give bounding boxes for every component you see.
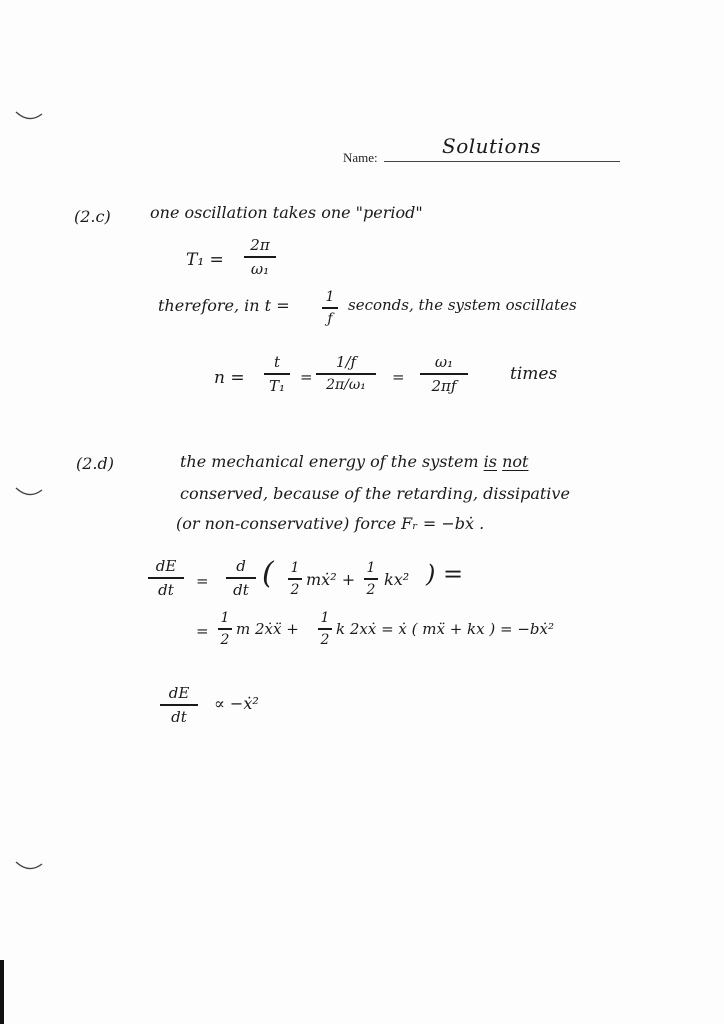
half4-den: 2 [320, 631, 330, 648]
half-fraction-1 [288, 560, 302, 598]
term-potential: kx² [384, 570, 410, 589]
fraction-bar [218, 628, 232, 630]
term-kinetic: mẋ² + [306, 570, 356, 589]
emphasis-not: not [502, 452, 529, 471]
n-fraction-3-den: 2πƒ [431, 376, 457, 395]
t-fraction [322, 289, 338, 327]
section-2c-line3: therefore, in t = [158, 296, 290, 315]
line5-term-2: k 2xẋ = ẋ ( mẍ + kx ) = −bẋ² [336, 620, 554, 638]
n-fraction-1-num: t [273, 353, 281, 371]
fraction-bar [420, 373, 468, 375]
punch-hole-mark-top [14, 108, 44, 124]
prop-rhs: ∝ −ẋ² [214, 694, 259, 713]
fraction-bar [316, 373, 376, 375]
period-fraction [244, 236, 276, 278]
d-num: d [236, 557, 246, 575]
half-fraction-4 [318, 610, 332, 648]
prop-dedt-fraction [160, 684, 198, 726]
prop-num: dE [168, 684, 190, 702]
fraction-bar [364, 578, 378, 580]
fraction-bar [322, 307, 338, 309]
d-dt-fraction [226, 557, 256, 599]
deriv-eq-1: = [196, 572, 209, 590]
half2-den: 2 [366, 581, 376, 598]
n-fraction-1 [264, 353, 290, 395]
fraction-bar [264, 373, 290, 375]
half3-den: 2 [220, 631, 230, 648]
section-2c-line1: one oscillation takes one "period" [150, 203, 423, 222]
scan-edge-shadow [0, 960, 4, 1024]
d-den: dt [233, 580, 249, 599]
fraction-bar [288, 578, 302, 580]
t-denominator: ƒ [327, 310, 333, 327]
n-fraction-1-den: T₁ [268, 376, 286, 395]
n-fraction-3-num: ω₁ [434, 353, 454, 371]
n-eq-2: = [392, 368, 405, 386]
n-fraction-2-den: 2π/ω₁ [326, 376, 366, 393]
half2-num: 1 [366, 560, 376, 576]
half-fraction-2 [364, 560, 378, 598]
times-word: times [510, 364, 558, 384]
paren-open: ( [262, 556, 274, 591]
n-fraction-2 [316, 353, 376, 393]
name-value: Solutions [442, 134, 542, 158]
n-lhs: n = [214, 368, 245, 388]
fraction-bar [226, 577, 256, 579]
fraction-bar [148, 577, 184, 579]
section-2c-line3-rest: seconds, the system oscillates [348, 296, 577, 314]
punch-hole-mark-middle [14, 484, 44, 500]
punch-hole-mark-bottom [14, 858, 44, 874]
half3-num: 1 [220, 610, 230, 626]
period-denominator: ω₁ [250, 259, 270, 278]
emphasis-is: is [483, 452, 497, 471]
dedt-den: dt [158, 580, 174, 599]
section-2d-line2: conserved, because of the retarding, dissipative [180, 484, 570, 503]
deriv-eq-2: = [196, 622, 209, 640]
name-label: Name: [343, 150, 378, 165]
paren-close: ) = [426, 560, 464, 588]
half4-num: 1 [320, 610, 330, 626]
line5-term-1: m 2ẋẍ + [236, 620, 299, 638]
half-fraction-3 [218, 610, 232, 648]
section-2d-label: (2.d) [76, 454, 114, 473]
period-numerator: 2π [250, 236, 270, 254]
n-fraction-3 [420, 353, 468, 395]
fraction-bar [244, 256, 276, 258]
fraction-bar [318, 628, 332, 630]
section-2d-line1-text: the mechanical energy of the system [180, 452, 479, 471]
half1-num: 1 [290, 560, 300, 576]
prop-den: dt [171, 707, 187, 726]
fraction-bar [160, 704, 198, 706]
section-2c-label: (2.c) [74, 207, 111, 226]
dedt-num: dE [155, 557, 177, 575]
n-eq-1: = [300, 368, 313, 386]
n-fraction-2-num: 1/ƒ [335, 353, 357, 371]
name-underline [384, 161, 620, 162]
section-2d-line1 [180, 452, 528, 471]
period-lhs: T₁ = [186, 250, 224, 270]
half1-den: 2 [290, 581, 300, 598]
t-numerator: 1 [325, 289, 335, 305]
dedt-fraction [148, 557, 184, 599]
section-2d-line3: (or non-conservative) force Fᵣ = −bẋ . [176, 514, 485, 533]
